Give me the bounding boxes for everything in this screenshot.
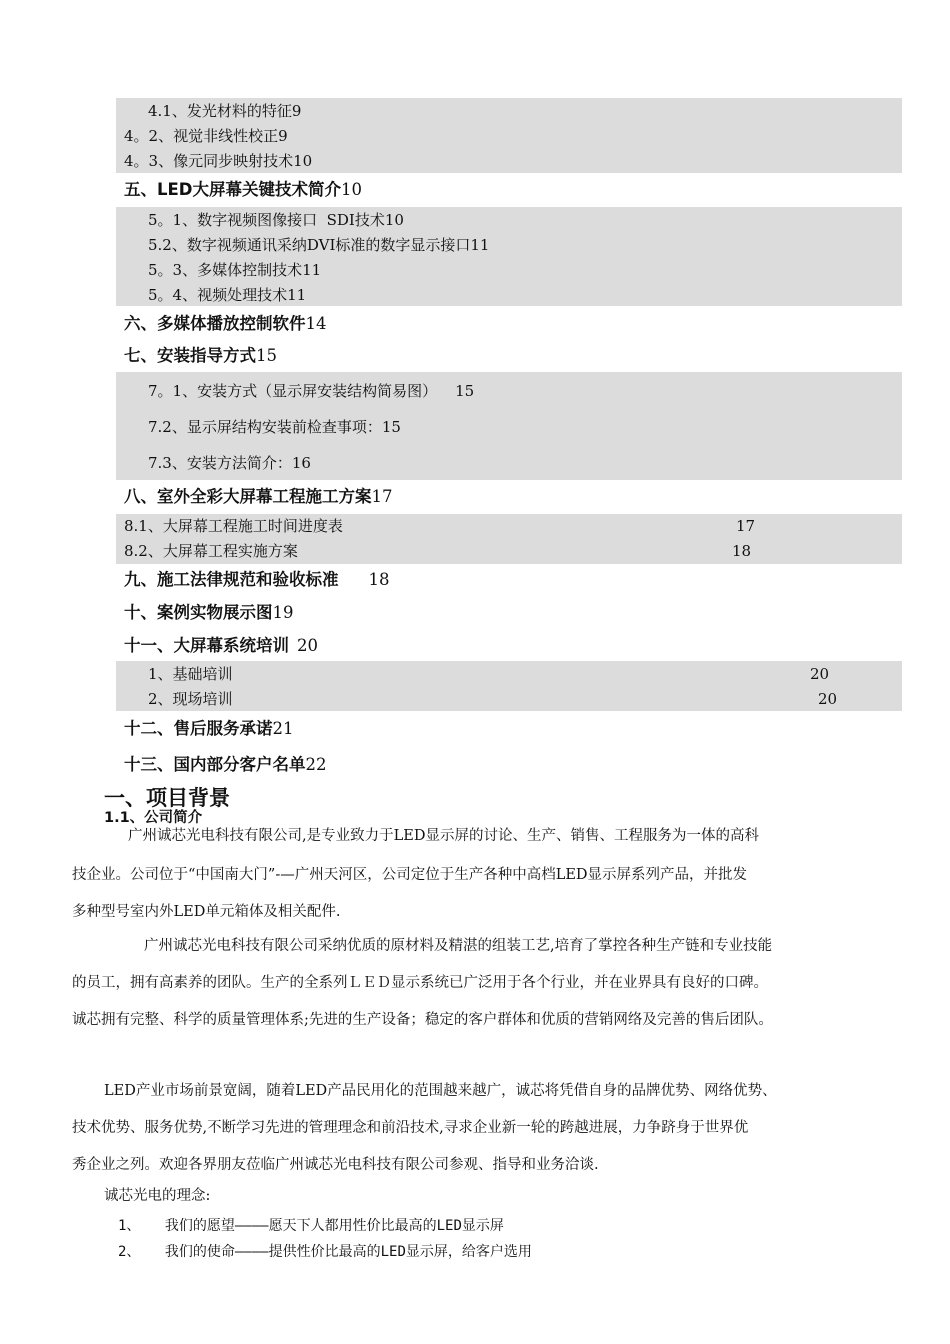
toc-page-number: 18 <box>368 570 390 589</box>
list-number: 2、 <box>118 1244 141 1260</box>
toc-entry-4-2[interactable] <box>124 125 288 147</box>
philosophy-item-2 <box>118 1241 532 1261</box>
section-heading: 一、项目背景 <box>104 786 230 810</box>
toc-page-number: 15 <box>455 382 475 400</box>
toc-heading-5[interactable] <box>124 178 362 202</box>
toc-page-number: 10 <box>384 211 404 229</box>
toc-heading-8[interactable] <box>124 485 393 509</box>
toc-heading-13[interactable] <box>124 753 327 777</box>
paragraph-1-line-1: 广州诚芯光电科技有限公司,是专业致力于LED显示屏的讨论、生产、销售、工程服务为一体的高科 <box>128 828 759 844</box>
toc-entry-label: 7.2、显示屏结构安装前检查事项： <box>148 418 382 436</box>
toc-heading-label: 十一、大屏幕系统培训 <box>124 636 289 655</box>
toc-page-number: 10 <box>340 180 362 199</box>
list-text: 我们的使命————提供性价比最高的LED显示屏，给客户选用 <box>164 1244 532 1260</box>
toc-entry-11-1[interactable] <box>148 663 233 685</box>
toc-heading-label: 十三、国内部分客户名单 <box>124 755 306 774</box>
toc-entry-label: 8.1、大屏幕工程施工时间进度表 <box>124 517 343 535</box>
toc-heading-label: 五、LED大屏幕关键技术简介 <box>124 180 341 199</box>
toc-entry-7-3[interactable] <box>148 452 311 474</box>
toc-heading-label: 十、案例实物展示图 <box>124 603 273 622</box>
toc-entry-label: 4.1、发光材料的特征 <box>148 102 292 120</box>
philosophy-title: 诚芯光电的理念: <box>104 1188 211 1204</box>
toc-entry-8-2[interactable] <box>124 540 298 562</box>
toc-heading-label: 十二、售后服务承诺 <box>124 719 273 738</box>
paragraph-2-line-1: 广州诚芯光电科技有限公司采纳优质的原材料及精湛的组装工艺,培育了掌控各种生产链和专业技能 <box>144 938 773 954</box>
paragraph-2-line-2: 的员工，拥有高素养的团队。生产的全系列ＬＥＤ显示系统已广泛用于各个行业，并在业界具有良好的口碑。 <box>72 975 768 991</box>
toc-entry-4-1[interactable] <box>148 100 301 122</box>
toc-entry-label: 1、基础培训 <box>148 665 233 683</box>
toc-entry-4-3[interactable] <box>124 150 312 172</box>
toc-heading-10[interactable] <box>124 601 294 625</box>
list-text: 我们的愿望————愿天下人都用性价比最高的LED显示屏 <box>164 1218 504 1234</box>
toc-entry-8-1[interactable] <box>124 515 343 537</box>
toc-heading-12[interactable] <box>124 717 294 741</box>
toc-page-number: 15 <box>256 346 277 365</box>
list-number: 1、 <box>118 1218 141 1234</box>
philosophy-item-1 <box>118 1215 504 1235</box>
toc-page-number: 17 <box>371 487 393 506</box>
toc-heading-label: 八、室外全彩大屏幕工程施工方案 <box>124 487 372 506</box>
toc-page-number: 16 <box>291 454 311 472</box>
toc-page-number: 11 <box>470 236 490 254</box>
toc-entry-label: 4。2、视觉非线性校正 <box>124 127 279 145</box>
toc-band-11 <box>116 661 902 711</box>
paragraph-2-line-3: 诚芯拥有完整、科学的质量管理体系;先进的生产设备；稳定的客户群体和优质的营销网络及完善的售后团队。 <box>72 1012 773 1028</box>
toc-page-number: 14 <box>305 314 327 333</box>
toc-entry-7-2[interactable] <box>148 416 401 438</box>
toc-entry-label: 2、现场培训 <box>148 690 233 708</box>
paragraph-3-line-2: 技术优势、服务优势,不断学习先进的管理理念和前沿技术,寻求企业新一轮的跨越进展，力争跻身于世界优 <box>72 1120 749 1136</box>
paragraph-3-line-3: 秀企业之列。欢迎各界朋友莅临广州诚芯光电科技有限公司参观、指导和业务洽谈. <box>72 1157 599 1173</box>
subsection-heading: 1.1、公司简介 <box>104 810 203 826</box>
toc-entry-label: 5.2、数字视频通讯采纳DVI标准的数字显示接口 <box>148 236 471 254</box>
toc-heading-9[interactable] <box>124 568 390 592</box>
toc-page-number: 10 <box>293 152 313 170</box>
toc-page-number: 9 <box>278 127 288 145</box>
toc-entry-5-3[interactable] <box>148 259 321 281</box>
toc-heading-label: 九、施工法律规范和验收标准 <box>124 570 339 589</box>
toc-heading-11[interactable] <box>124 634 318 658</box>
toc-entry-label: 7。1、安装方式（显示屏安装结构简易图） <box>148 382 438 400</box>
toc-entry-5-4[interactable] <box>148 284 306 306</box>
toc-entry-label: 4。3、像元同步映射技术 <box>124 152 294 170</box>
toc-page-number: 15 <box>381 418 401 436</box>
toc-heading-7[interactable] <box>124 344 277 368</box>
toc-entry-7-1[interactable] <box>148 380 474 402</box>
toc-page-number: 21 <box>272 719 294 738</box>
toc-page-number: 18 <box>732 542 752 560</box>
toc-page-number: 19 <box>272 603 294 622</box>
toc-page-number: 11 <box>302 261 322 279</box>
toc-entry-label: 5。4、视频处理技术 <box>148 286 288 304</box>
toc-heading-label: 七、安装指导方式 <box>124 346 256 365</box>
toc-entry-5-2[interactable] <box>148 234 489 256</box>
toc-entry-11-2[interactable] <box>148 688 233 710</box>
toc-page-number: 20 <box>297 636 318 655</box>
toc-page-number: 9 <box>291 102 302 120</box>
paragraph-1-line-2: 技企业。公司位于“中国南大门”-—广州天河区，公司定位于生产各种中高档LED显示屏系列产品，并批发 <box>72 867 748 883</box>
toc-heading-label: 六、多媒体播放控制软件 <box>124 314 306 333</box>
toc-page-number: 11 <box>287 286 307 304</box>
toc-heading-6[interactable] <box>124 312 327 336</box>
toc-entry-label: 5。3、多媒体控制技术 <box>148 261 303 279</box>
toc-entry-5-1[interactable] <box>148 209 404 231</box>
toc-entry-label: 5。1、数字视频图像接口 SDI技术 <box>148 211 385 229</box>
toc-entry-label: 8.2、大屏幕工程实施方案 <box>124 542 298 560</box>
toc-page-number: 20 <box>818 690 838 708</box>
toc-page-number: 20 <box>810 665 830 683</box>
paragraph-3-line-1: LED产业市场前景宽阔，随着LED产品民用化的范围越来越广，诚芯将凭借自身的品牌优势、网络优势、 <box>104 1083 777 1099</box>
toc-entry-label: 7.3、安装方法简介： <box>148 454 292 472</box>
toc-page-number: 17 <box>736 517 756 535</box>
paragraph-1-line-3: 多种型号室内外LED单元箱体及相关配件. <box>72 904 341 920</box>
toc-page-number: 22 <box>305 755 327 774</box>
